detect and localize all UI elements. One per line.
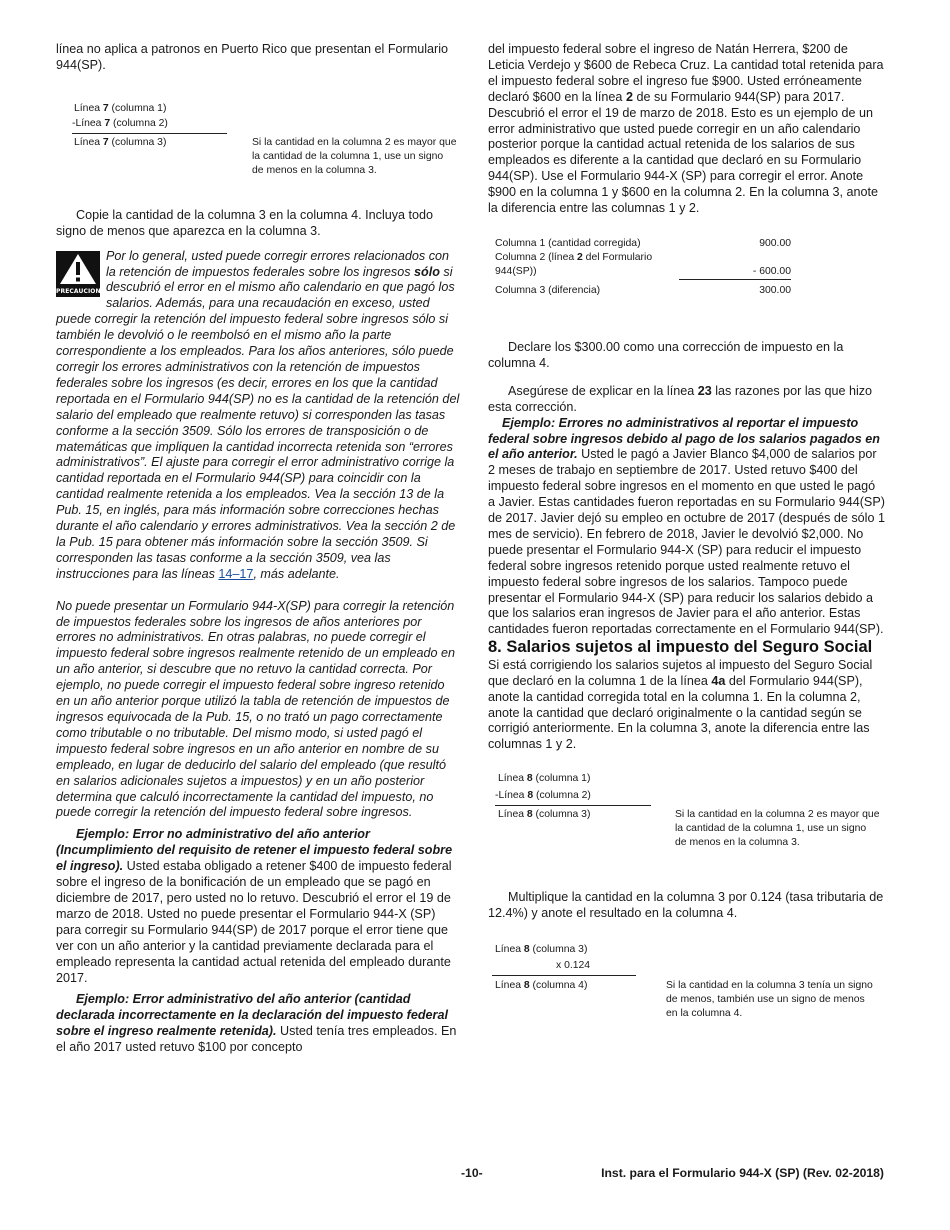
ws7-line3: Línea 7 (columna 3) bbox=[74, 136, 167, 148]
paragraph-intro: línea no aplica a patronos en Puerto Rico que presentan el Formulario 944(SP). bbox=[56, 42, 449, 72]
ws8-line1: Línea 8 (columna 1) bbox=[498, 773, 591, 785]
left-column bbox=[56, 42, 462, 1056]
paragraph-no-puede: No puede presentar un Formulario 944-X(SP) para corregir la retención de impuestos federales sobre los ingresos de años anteriores por errores no administrativos. En otras palabras, no puede corregir el impuesto federal sobre ingresos realmente retenido de un empleado en un año anterior, si descubre que no retuvo la cantidad correcta. Por ejemplo, no puede corregir el impuesto federal sobre ingreso retenido en un año anterior porque utilizó la tabla de retención de impuestos de ingresos equivocada de la Pub. 15, o no trató un pago correctamente como tributable o no tributable. Del mismo modo, si usted pagó el impuesto federal sobre ingresos en un año anterior en nombre de su empleado, en lugar de deducirlo del salario del empleado (que resultó en salarios adicionales sujetos a impuestos) y en un año posterior determina que calculó incorrectamente la cantidad del impuesto, no puede corregir la retención del impuesto federal sobre ingresos. bbox=[56, 598, 456, 820]
worksheet-line8-col4 bbox=[488, 935, 885, 1025]
ws8b-note: Si la cantidad en la columna 3 tenía un signo de menos, también use un signo de menos en la columna 4. bbox=[666, 980, 873, 1020]
ws8-line3: Línea 8 (columna 3) bbox=[498, 809, 591, 821]
example-3: Ejemplo: Errores no administrativos al reportar el impuesto federal sobre ingresos debido al pago de los salarios pagados en el año anterior. Usted le pagó a Javier Blanco $4,000 de salarios por 2 meses de trabajo en septiembre de 2017. Usted retuvo $400 del impuesto federal sobre ingresos en el momento en que usted le pagó a Javier. Estas cantidades fueron reportadas en su Formulario 944(SP) de 2017. Javier dejó su empleo en octubre de 2017 (después de sólo 1 mes de servicio). En febrero de 2018, Javier le devolvió $2,000. No puede presentar el Formulario 944-X (SP) para reducir el impuesto federal sobre ingresos retenido porque usted realmente retuvo el impuesto federal sobre ingresos de los salarios. Tampoco puede presentar el Formulario 944-X (SP) para reducir los salarios debido a que los salarios eran ingresos de Javier para el año anterior. Estas cantidades fueron reportadas correctamente en el Formulario 944(SP). bbox=[488, 415, 885, 637]
table-row: Columna 1 (cantidad corregida) 900.00 bbox=[495, 237, 791, 249]
ws8b-line1: Línea 8 (columna 3) bbox=[495, 944, 588, 956]
worksheet-line8 bbox=[488, 764, 885, 880]
section-8-text: Si está corrigiendo los salarios sujetos al impuesto del Seguro Social que declaró en la columna 1 de la línea 4a del Formulario 944(SP), anote la cantidad corregida total en la columna 1. En la columna 2, anote la cantidad que declaró originalmente o la cantidad según se corrigió anteriormente. En la columna 3, anote la diferencia entre las columnas 1 y 2. bbox=[488, 657, 873, 752]
caution-text: Por lo general, usted puede corregir errores relacionados con la retención de impuestos federales sobre los ingresos sólo si descubrió el error en el mismo año calendario en que pagó los salarios. Además, para una recaudación en exceso, usted puede corregir la retención del impuesto federal sobre ingresos sólo si también le devolvió o le reembolsó en el mismo año la parte correspondiente a los empleados. Para los años anteriores, sólo puede corregir los errores administrativos con la retención de impuestos federales sobre los ingresos (es decir, errores en los que la cantidad reportada en el Formulario 944(SP) no es la cantidad de la retención del salario del empleado que realmente retuvo) si corresponden las tasas conforme a la sección 3509. Sólo los errores de transposición o de matemáticas que impliquen la cantidad incorrecta retenida son “errores administrativos”. El ajuste para corregir el error administrativo corrige la cantidad reportada en el Formulario 944(SP) para coincidir con la cantidad realmente retenida a los empleados. Vea la sección 13 de la Pub. 15, en inglés, para más información sobre correcciones hechas durante el año calendario y errores administrativos. Vea la sección 2 de la Pub. 15 para obtener más información sobre la sección 3509. Si corresponden las tasas conforme a la sección 3509, vea las instrucciones para las líneas 14–17, más adelante. bbox=[56, 248, 460, 581]
ws7-note: Si la cantidad en la columna 2 es mayor que la cantidad de la columna 1, use un signo de menos en la columna 3. bbox=[252, 136, 457, 176]
example-2: Ejemplo: Error administrativo del año anterior (cantidad declarada incorrectamente en la declaración del impuesto federal sobre el ingreso realmente retenida). Usted tenía tres empleados. En el año 2017 usted retuvo $100 por concepto bbox=[56, 992, 457, 1055]
paragraph-multiplique: Multiplique la cantidad en la columna 3 por 0.124 (tasa tributaria de 12.4%) y anote el resultado en la columna 4. bbox=[488, 890, 884, 921]
worksheet-line7 bbox=[56, 90, 462, 202]
paragraph-declare: Declare los $300.00 como una corrección de impuesto en la columna 4. bbox=[488, 339, 844, 370]
footer-title: Inst. para el Formulario 944-X (SP) (Rev. 02-2018) bbox=[601, 1166, 884, 1180]
example-1: Ejemplo: Error no administrativo del año anterior (Incumplimiento del requisito de retener el impuesto federal sobre el ingreso). Usted estaba obligado a retener $400 de impuesto federal sobre el ingreso de la bonificación de un empleado que se pagó en diciembre de 2017, pero usted no lo retuvo. Descubrió el error el 19 de marzo de 2018. Usted no puede presentar el Formulario 944-X (SP) para corregir su Formulario 944(SP) de 2017 porque el error tiene que ver con un año anterior y la cantidad previamente declarada para el empleado representa la cantidad actual retenida del empleado durante 2017. bbox=[56, 827, 453, 985]
section-8-heading: 8. Salarios sujetos al impuesto del Seguro Social bbox=[488, 638, 873, 657]
caution-block bbox=[56, 249, 462, 583]
link-lines-14-17[interactable]: 14–17 bbox=[218, 566, 254, 581]
ws8b-line3: Línea 8 (columna 4) bbox=[495, 980, 588, 992]
table-row: Columna 2 (línea 2 del Formulario bbox=[495, 252, 653, 264]
ws8-line2: -Línea 8 (columna 2) bbox=[495, 790, 591, 802]
caution-icon: PRECAUCION bbox=[56, 251, 100, 297]
ws8-note: Si la cantidad en la columna 2 es mayor que la cantidad de la columna 1, use un signo de menos en la columna 3. bbox=[675, 809, 880, 849]
ws8b-line2: x 0.124 bbox=[556, 960, 591, 972]
paragraph-example-2-continued: del impuesto federal sobre el ingreso de Natán Herrera, $200 de Leticia Verdejo y $600 de Rebeca Cruz. La cantidad total retenida para el impuesto federal sobre el ingreso fue $900. Usted erróneamente declaró $600 en la línea 2 de su Formulario 944(SP) para 2017. Descubrió el error el 19 de marzo de 2018. Esto es un ejemplo de un error administrativo que usted puede corregir en un año calendario posterior porque la cantidad actual retenida de los salarios de sus empleados es diferente a la cantidad que declaró en su Formulario 944(SP). Use el Formulario 944-X (SP) para corregir el error. Anote $900 en la columna 1 y $600 en la columna 2. En la columna 3, anote la diferencia entre las columnas 1 y 2. bbox=[488, 42, 884, 216]
table-row: Columna 3 (diferencia) 300.00 bbox=[495, 285, 791, 297]
right-column bbox=[488, 42, 885, 1025]
paragraph-copy: Copie la cantidad de la columna 3 en la columna 4. Incluya todo signo de menos que aparezca en la columna 3. bbox=[56, 207, 434, 238]
table-row: 944(SP)) - 600.00 bbox=[495, 265, 791, 281]
correction-table bbox=[495, 237, 791, 298]
page-number: -10- bbox=[461, 1166, 483, 1180]
ws7-line2: -Línea 7 (columna 2) bbox=[72, 117, 168, 129]
paragraph-asegurese: Asegúrese de explicar en la línea 23 las razones por las que hizo esta corrección. bbox=[488, 383, 873, 414]
ws7-line1: Línea 7 (columna 1) bbox=[74, 102, 167, 114]
